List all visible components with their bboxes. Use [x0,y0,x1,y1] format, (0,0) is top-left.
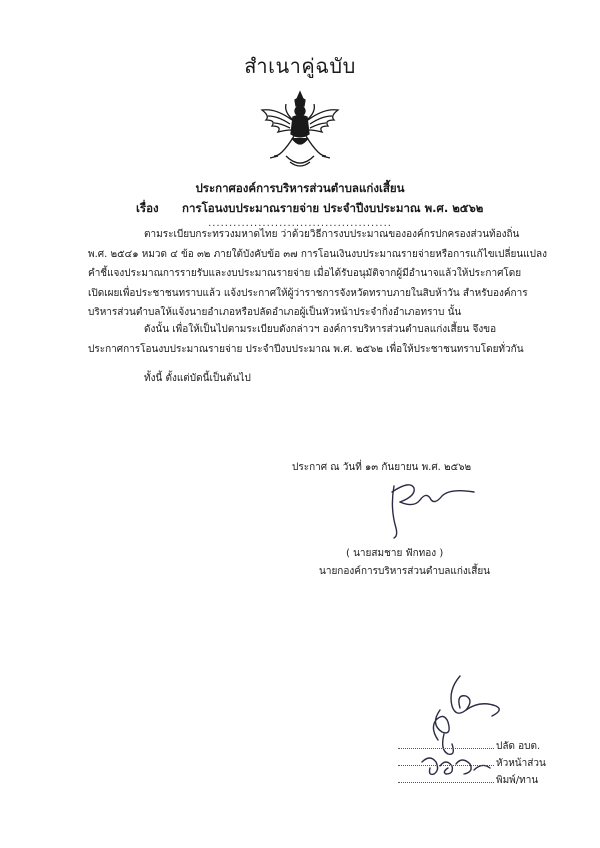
paragraph-line: พ.ศ. ๒๕๔๑ หมวด ๔ ข้อ ๓๒ ภายใต้บังคับข้อ ๓๗ การโอนเงินงบประมาณรายจ่ายหรือการแก้ไขเปลี่ยนแปลง [88,248,547,260]
approval-row [398,755,546,771]
body-paragraph-3: ทั้งนี้ ตั้งแต่บัดนี้เป็นต้นไป [144,373,251,384]
announcement-title: ประกาศองค์การบริหารส่วนตำบลแก่งเสี้ยน [195,181,405,195]
signer-position: นายกองค์การบริหารส่วนตำบลแก่งเสี้ยน [319,566,491,577]
paragraph-line: บริหารส่วนตำบลให้แจ้งนายอำเภอหรือปลัดอำเภอผู้เป็นหัวหน้าประจำกิ่งอำเภอทราบ นั้น [88,307,462,318]
copy-title: สำเนาคู่ฉบับ [244,54,356,78]
dotted-line [398,738,494,749]
garuda-emblem-icon [256,90,344,172]
signer-name: ( นายสมชาย ฟักทอง ) [346,548,444,559]
announcement-subject [136,200,566,218]
approval-role: พิมพ์/ทาน [496,775,539,786]
approval-role: หัวหน้าส่วน [496,758,546,769]
subject-label: เรื่อง [136,201,159,215]
paragraph-line: ตามระเบียบกระทรวงมหาดไทย ว่าด้วยวิธีการงบประมาณขององค์กรปกครองส่วนท้องถิ่น [144,229,520,240]
paragraph-line: คำชี้แจงประมาณการรายรับและงบประมาณรายจ่าย เมื่อได้รับอนุมัติจากผู้มีอำนาจแล้วให้ประกาศโดย [88,268,522,279]
approval-role: ปลัด อบต. [496,741,541,752]
signature-icon [370,478,480,542]
body-paragraph-2 [88,320,524,359]
subject-text: การโอนงบประมาณรายจ่าย ประจำปีงบประมาณ พ.ศ. ๒๕๖๒ [182,201,484,215]
approval-row [398,772,538,788]
dotted-line [398,772,494,783]
body-paragraph-1 [88,225,547,323]
paragraph-line: ดังนั้น เพื่อให้เป็นไปตามระเบียบดังกล่าวฯ องค์การบริหารส่วนตำบลแก่งเสี้ยน จึงขอ [144,324,497,335]
paragraph-line: เปิดเผยเพื่อประชาชนทราบแล้ว แจ้งประกาศให้ผู้ว่าราชการจังหวัดทราบภายในสิบห้าวัน สำหรับองค์การ [88,287,528,299]
announcement-date: ประกาศ ณ วันที่ ๑๓ กันยายน พ.ศ. ๒๕๖๒ [292,462,472,473]
paragraph-line: ประกาศการโอนงบประมาณรายจ่าย ประจำปีงบประมาณ พ.ศ. ๒๕๖๒ เพื่อให้ประชาชนทราบโดยทั่วกัน [88,343,524,355]
approval-row [398,738,540,754]
dotted-line [398,755,494,766]
title-divider: ............................................ [208,218,392,229]
